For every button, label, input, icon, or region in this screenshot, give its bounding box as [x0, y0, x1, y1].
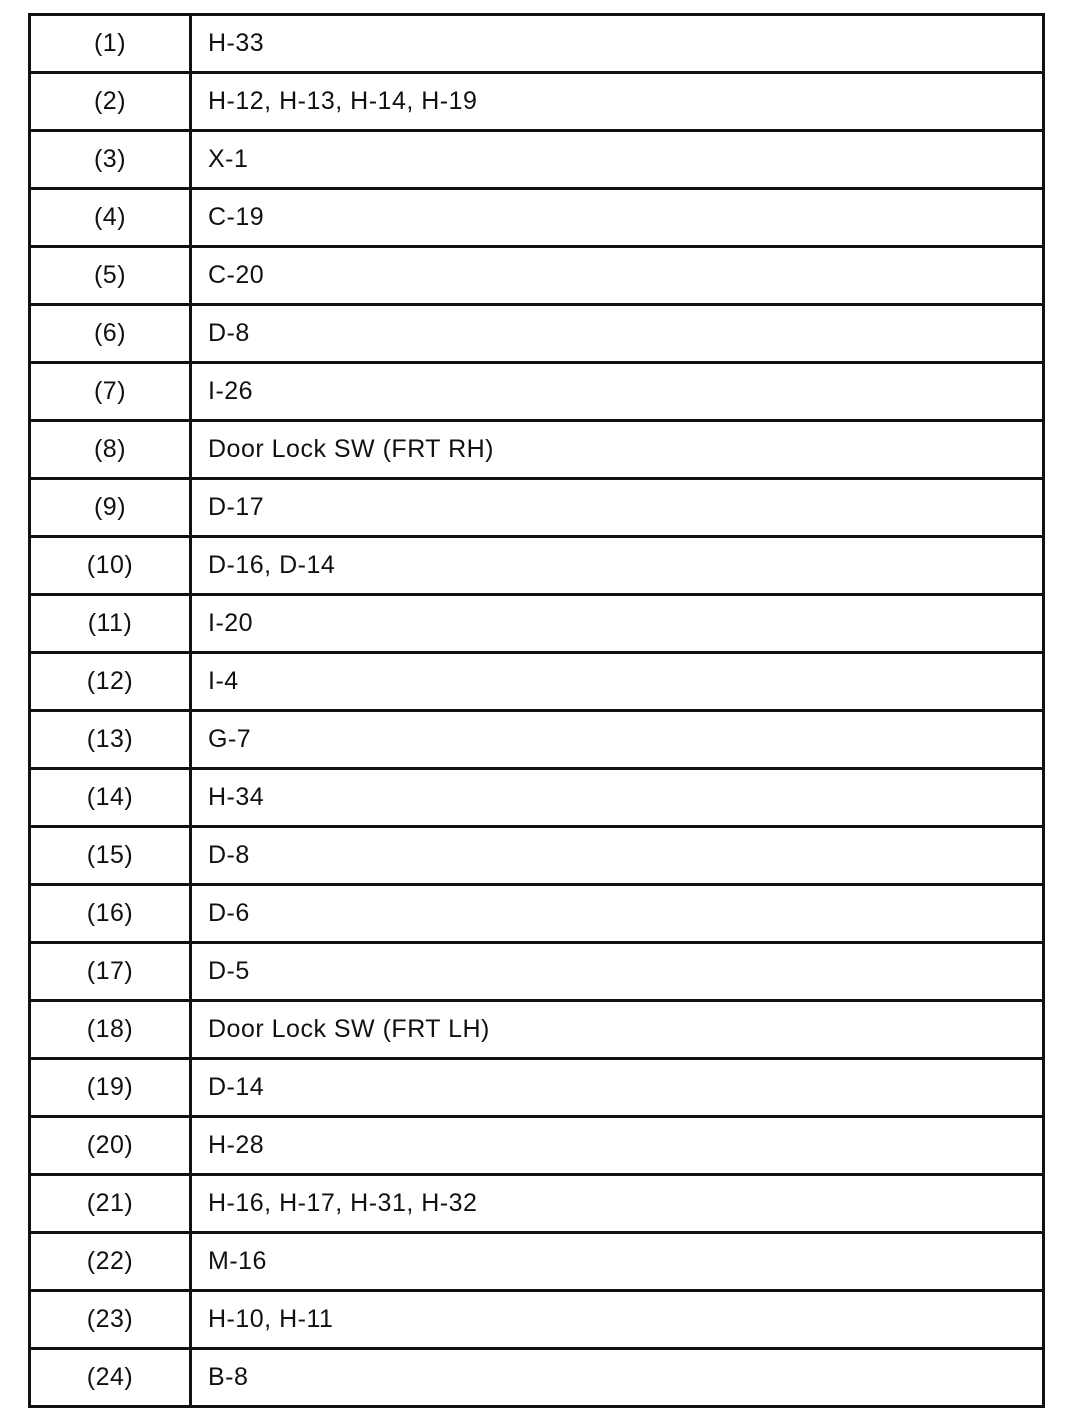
table-row [30, 653, 1044, 711]
row-index-cell: (15) [30, 827, 191, 885]
row-index-cell: (7) [30, 363, 191, 421]
row-value-cell: H-16, H-17, H-31, H-32 [191, 1175, 1044, 1233]
table-row [30, 1233, 1044, 1291]
table-row [30, 131, 1044, 189]
row-value-cell: B-8 [191, 1349, 1044, 1407]
row-index-cell: (6) [30, 305, 191, 363]
row-index-cell: (10) [30, 537, 191, 595]
row-index-cell: (3) [30, 131, 191, 189]
table-row [30, 247, 1044, 305]
row-index-cell: (18) [30, 1001, 191, 1059]
row-value-cell: H-10, H-11 [191, 1291, 1044, 1349]
table-row [30, 595, 1044, 653]
row-index-cell: (5) [30, 247, 191, 305]
row-index-cell: (13) [30, 711, 191, 769]
table-row [30, 73, 1044, 131]
row-index-cell: (17) [30, 943, 191, 1001]
row-value-cell: D-8 [191, 827, 1044, 885]
row-value-cell: Door Lock SW (FRT LH) [191, 1001, 1044, 1059]
row-value-cell: H-33 [191, 15, 1044, 73]
table-row [30, 1291, 1044, 1349]
row-index-cell: (12) [30, 653, 191, 711]
table-row [30, 885, 1044, 943]
row-value-cell: X-1 [191, 131, 1044, 189]
row-index-cell: (19) [30, 1059, 191, 1117]
table-row [30, 711, 1044, 769]
table-row [30, 1059, 1044, 1117]
table-row [30, 1349, 1044, 1407]
row-index-cell: (21) [30, 1175, 191, 1233]
row-index-cell: (20) [30, 1117, 191, 1175]
row-value-cell: D-16, D-14 [191, 537, 1044, 595]
row-value-cell: D-14 [191, 1059, 1044, 1117]
row-index-cell: (11) [30, 595, 191, 653]
table-row [30, 479, 1044, 537]
row-index-cell: (2) [30, 73, 191, 131]
row-value-cell: M-16 [191, 1233, 1044, 1291]
table-row [30, 363, 1044, 421]
row-index-cell: (16) [30, 885, 191, 943]
row-index-cell: (23) [30, 1291, 191, 1349]
table-row [30, 1001, 1044, 1059]
reference-table [28, 13, 1045, 1408]
row-index-cell: (24) [30, 1349, 191, 1407]
row-value-cell: C-20 [191, 247, 1044, 305]
reference-table-body [30, 15, 1044, 1407]
table-row [30, 943, 1044, 1001]
row-value-cell: Door Lock SW (FRT RH) [191, 421, 1044, 479]
table-row [30, 421, 1044, 479]
row-value-cell: D-17 [191, 479, 1044, 537]
row-index-cell: (22) [30, 1233, 191, 1291]
row-value-cell: I-20 [191, 595, 1044, 653]
row-index-cell: (4) [30, 189, 191, 247]
table-row [30, 827, 1044, 885]
table-row [30, 537, 1044, 595]
row-index-cell: (14) [30, 769, 191, 827]
table-row [30, 1117, 1044, 1175]
row-index-cell: (1) [30, 15, 191, 73]
table-row [30, 305, 1044, 363]
table-row [30, 15, 1044, 73]
row-value-cell: G-7 [191, 711, 1044, 769]
row-value-cell: I-4 [191, 653, 1044, 711]
row-value-cell: C-19 [191, 189, 1044, 247]
row-value-cell: D-5 [191, 943, 1044, 1001]
row-value-cell: H-28 [191, 1117, 1044, 1175]
row-value-cell: H-12, H-13, H-14, H-19 [191, 73, 1044, 131]
row-value-cell: H-34 [191, 769, 1044, 827]
table-row [30, 769, 1044, 827]
table-row [30, 189, 1044, 247]
table-row [30, 1175, 1044, 1233]
row-value-cell: I-26 [191, 363, 1044, 421]
row-index-cell: (9) [30, 479, 191, 537]
row-index-cell: (8) [30, 421, 191, 479]
row-value-cell: D-8 [191, 305, 1044, 363]
row-value-cell: D-6 [191, 885, 1044, 943]
